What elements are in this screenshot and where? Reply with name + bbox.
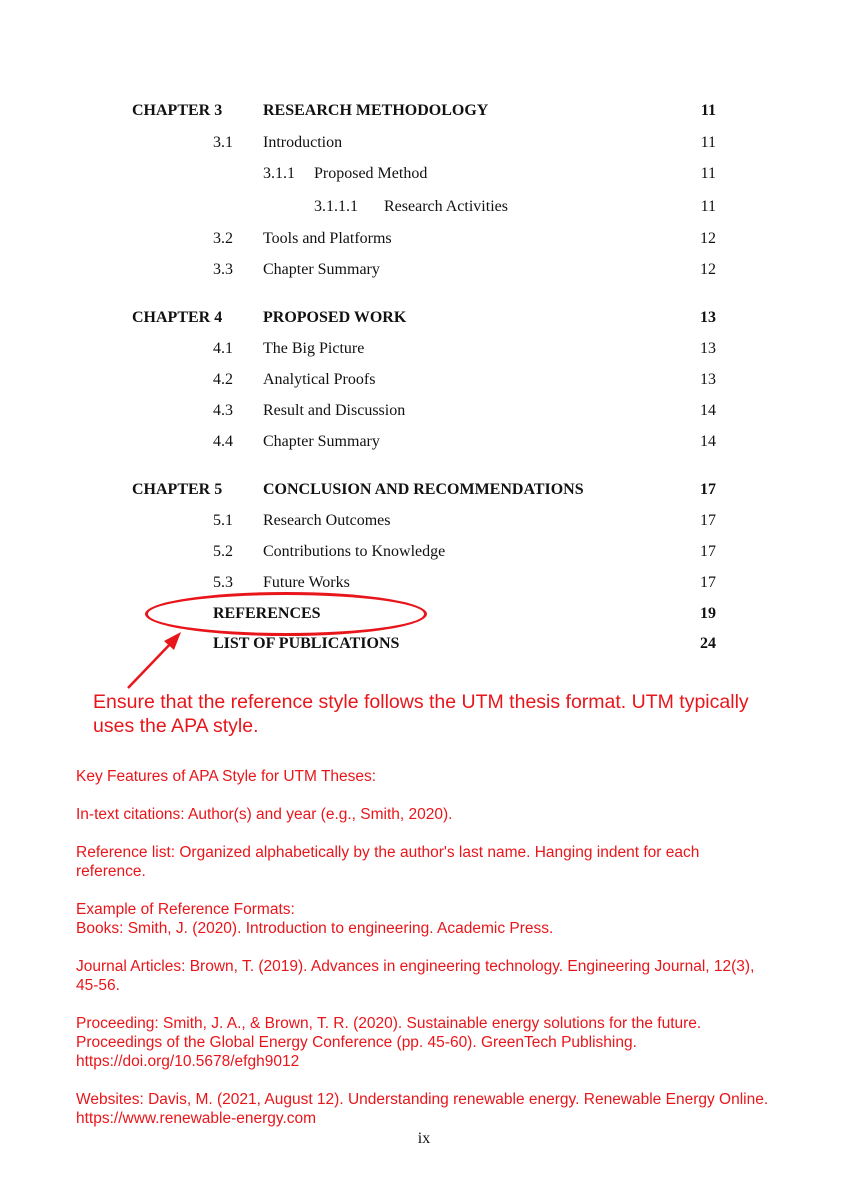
toc-item-page: 11 [700, 134, 716, 151]
toc-item-title: Proposed Method [314, 165, 428, 182]
chapter-4-label: CHAPTER 4 [132, 309, 223, 326]
toc-item-page: 17 [700, 543, 716, 560]
toc-item-title: Analytical Proofs [263, 371, 376, 388]
toc-item-title: Future Works [263, 574, 350, 591]
toc-item-number: 3.2 [213, 230, 233, 247]
toc-item-number: 4.3 [213, 402, 233, 419]
toc-item-page: 17 [700, 512, 716, 529]
example-heading: Example of Reference Formats: [76, 901, 295, 918]
page-number: ix [417, 1130, 431, 1147]
chapter-4-title: PROPOSED WORK [263, 309, 407, 326]
toc-item-page: 12 [700, 261, 716, 278]
toc-item-title: Research Outcomes [263, 512, 391, 529]
toc-item-page: 12 [700, 230, 716, 247]
toc-item-number: 3.1.1.1 [314, 198, 358, 215]
toc-item-number: 5.1 [213, 512, 233, 529]
chapter-3-page: 11 [700, 102, 716, 119]
chapter-5-page: 17 [700, 481, 716, 498]
chapter-5-label: CHAPTER 5 [132, 481, 223, 498]
reference-list-note: Reference list: Organized alphabetically by the author's last name. Hanging indent for each reference. [76, 844, 700, 880]
chapter-5-title: CONCLUSION AND RECOMMENDATIONS [263, 481, 584, 498]
toc-item-title: Contributions to Knowledge [263, 543, 446, 560]
journal-example: Journal Articles: Brown, T. (2019). Advances in engineering technology. Engineering Journal, 12(3), 45-56. [76, 958, 755, 994]
toc-item-title: Introduction [263, 134, 343, 151]
proceeding-example: Proceeding: Smith, J. A., & Brown, T. R. (2020). Sustainable energy solutions for the future. Proceedings of the Global Energy Conference (pp. 45-60). GreenTech Publishing. https://doi.org/10.5678/efgh9012 [76, 1015, 702, 1070]
toc-item-number: 4.2 [213, 371, 233, 388]
toc-item-title: Chapter Summary [263, 261, 380, 278]
publications-page: 24 [700, 635, 716, 652]
publications-title: LIST OF PUBLICATIONS [213, 635, 400, 652]
apa-features-heading: Key Features of APA Style for UTM Theses: [76, 768, 377, 785]
toc-item-number: 3.1 [213, 134, 233, 151]
chapter-3-title: RESEARCH METHODOLOGY [263, 102, 489, 119]
toc-item-page: 14 [700, 433, 716, 450]
toc-item-title: Research Activities [384, 198, 508, 215]
chapter-3-label: CHAPTER 3 [132, 102, 223, 119]
toc-item-number: 4.1 [213, 340, 233, 357]
toc-item-title: Tools and Platforms [263, 230, 392, 247]
websites-example: Websites: Davis, M. (2021, August 12). Understanding renewable energy. Renewable Energy Online. https://www.renewable-energy.com [76, 1091, 769, 1127]
toc-item-page: 17 [700, 574, 716, 591]
references-page: 19 [700, 605, 716, 622]
toc-item-page: 14 [700, 402, 716, 419]
toc-item-number: 5.2 [213, 543, 233, 560]
toc-item-page: 13 [700, 340, 716, 357]
chapter-4-page: 13 [700, 309, 716, 326]
toc-item-page: 11 [700, 165, 716, 182]
in-text-citation-note: In-text citations: Author(s) and year (e.g., Smith, 2020). [76, 806, 453, 823]
references-title: REFERENCES [213, 605, 321, 622]
toc-item-number: 3.3 [213, 261, 233, 278]
toc-item-title: Result and Discussion [263, 402, 406, 419]
toc-item-page: 13 [700, 371, 716, 388]
toc-item-number: 3.1.1 [263, 165, 295, 182]
callout-note: Ensure that the reference style follows the UTM thesis format. UTM typically uses the APA style. [93, 691, 749, 737]
books-example: Books: Smith, J. (2020). Introduction to engineering. Academic Press. [76, 920, 554, 937]
toc-item-title: The Big Picture [263, 340, 365, 357]
toc-item-number: 4.4 [213, 433, 233, 450]
toc-item-number: 5.3 [213, 574, 233, 591]
toc-item-page: 11 [700, 198, 716, 215]
toc-item-title: Chapter Summary [263, 433, 380, 450]
